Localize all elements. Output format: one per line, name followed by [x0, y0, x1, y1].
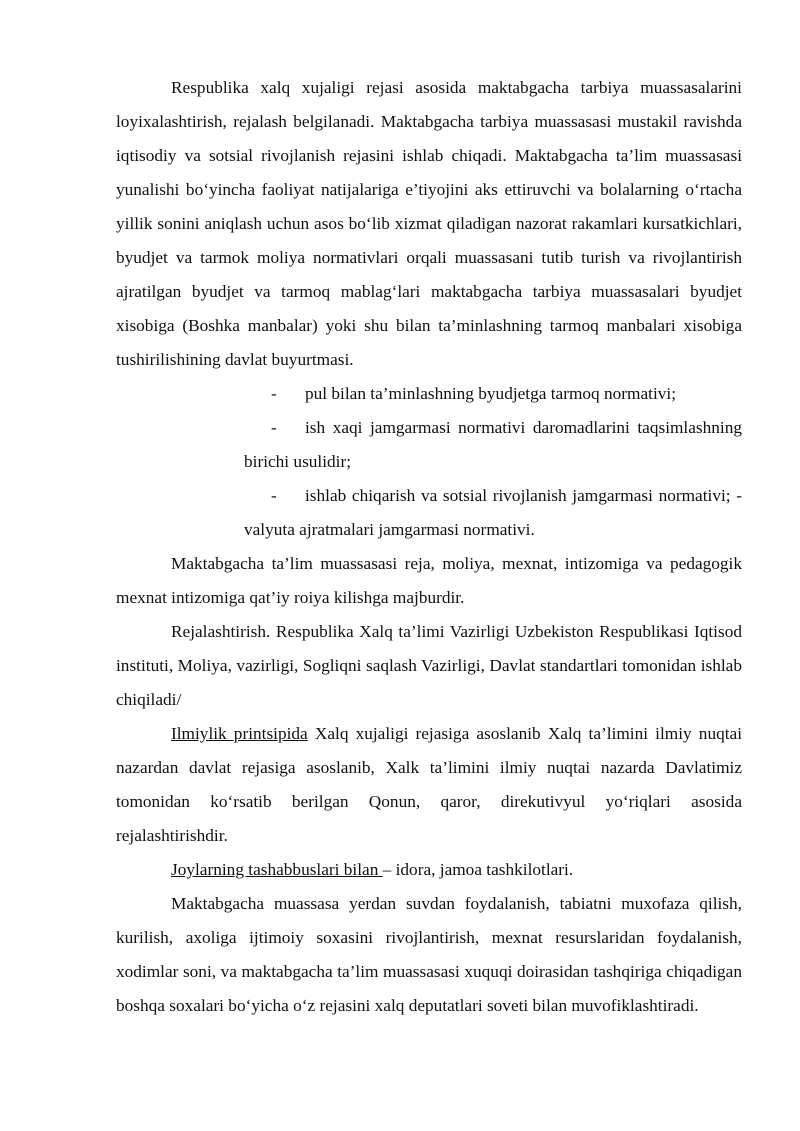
paragraph-text: Xalq xujaligi rejasiga asoslanib Xalq ta’limini ilmiy nuqtai nazardan davlat rejasiga asoslanib, Xalk ta’limini ilmiy nuqtai nazarda Davlatimiz tomonidan ko‘rsatib berilgan Qonun, qaror, direkutivyul yo‘riqlari asosida rejalashtirishdir.	[116, 724, 742, 845]
list-item-text: pul bilan ta’minlashning byudjetga tarmoq normativi;	[305, 384, 676, 403]
list-item	[244, 411, 742, 479]
underlined-term: Ilmiylik printsipida	[171, 724, 308, 743]
list-item-text: ish xaqi jamgarmasi normativi daromadlarini taqsimlashning birichi usulidir;	[244, 418, 742, 471]
list-item	[244, 479, 742, 547]
list-dash: -	[271, 384, 277, 403]
paragraph-discipline: Maktabgacha ta’lim muassasasi reja, moliya, mexnat, intizomiga va pedagogik mexnat intizomiga qat’iy roiya kilishga majburdir.	[116, 554, 742, 607]
list-item	[244, 377, 742, 411]
document-page	[116, 71, 742, 1023]
list-item-text: ishlab chiqarish va sotsial rivojlanish jamgarmasi normativi; - valyuta ajratmalari jamgarmasi normativi.	[244, 486, 742, 539]
paragraph-local-initiatives	[116, 853, 742, 887]
paragraph-text: – idora, jamoa tashkilotlari.	[382, 860, 574, 879]
list-dash: -	[271, 486, 277, 505]
underlined-term: Joylarning tashabbuslari bilan	[171, 860, 383, 879]
paragraph-planning-basis: Respublika xalq xujaligi rejasi asosida maktabgacha tarbiya muassasalarini loyixalashtirish, rejalash belgilanadi. Maktabgacha tarbiya muassasasi mustakil ravishda iqtisodiy va sotsial rivojlanish rejasini ishlab chiqadi. Maktabgacha ta’lim muassasasi yunalishi bo‘yincha faoliyat natijalariga e’tiyojini aks ettiruvchi va bolalarning o‘rtacha yillik sonini aniqlash uchun asos bo‘lib xizmat qiladigan nazorat rakamlari kursatkichlari, byudjet va tarmok moliya normativlari orqali muassasani tutib turish va rivojlantirish ajratilgan byudjet va tarmoq mablag‘lari maktabgacha tarbiya muassasalari byudjet xisobiga (Boshka manbalar) yoki shu bilan ta’minlashning tarmoq manbalari xisobiga tushirilishining davlat buyurtmasi.	[116, 78, 742, 369]
normatives-list	[116, 377, 742, 547]
paragraph-coordination: Maktabgacha muassasa yerdan suvdan foydalanish, tabiatni muxofaza qilish, kurilish, axoliga ijtimoiy soxasini rivojlantirish, mexnat resurslaridan foydalanish, xodimlar soni, va maktabgacha ta’lim muassasasi xuquqi doirasidan tashqiriga chiqadigan boshqa soxalari bo‘yicha o‘z rejasini xalq deputatlari soveti bilan muvofiklashtiradi.	[116, 894, 742, 1015]
paragraph-planning: Rejalashtirish. Respublika Xalq ta’limi Vazirligi Uzbekiston Respublikasi Iqtisod instituti, Moliya, vazirligi, Sogliqni saqlash Vazirligi, Davlat standartlari tomonidan ishlab chiqiladi/	[116, 622, 742, 709]
paragraph-scientific-principle	[116, 717, 742, 853]
list-dash: -	[271, 418, 277, 437]
